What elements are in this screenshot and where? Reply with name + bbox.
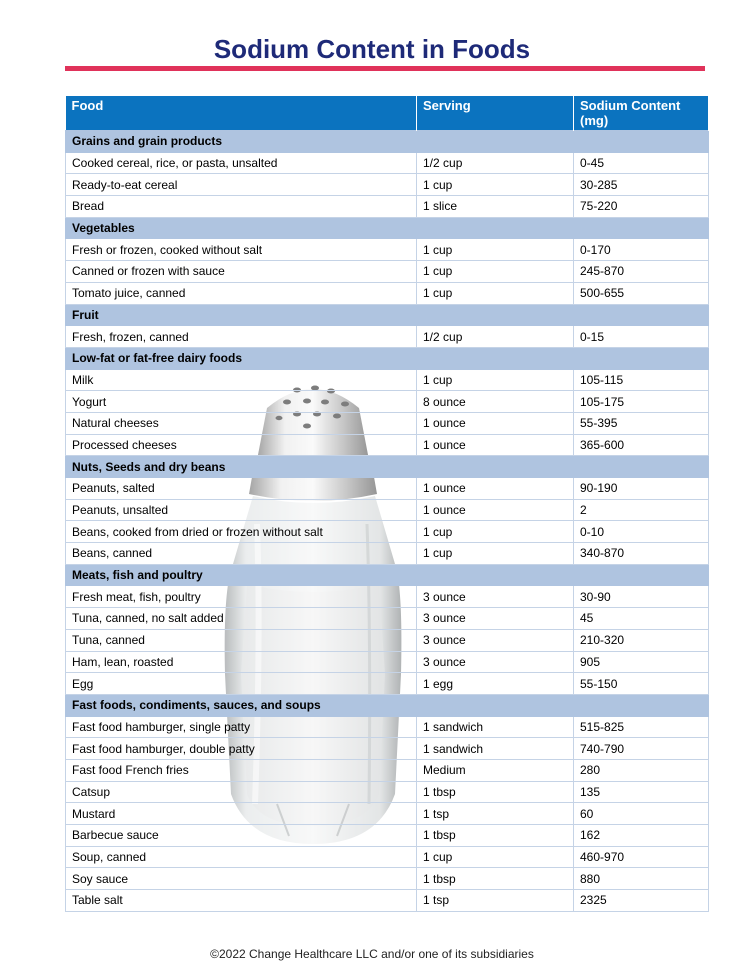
serving-cell: Medium [417,759,574,781]
food-cell: Yogurt [66,391,417,413]
sodium-cell: 2 [574,499,709,521]
table-header-row [66,96,709,131]
title-divider [65,66,705,71]
sodium-cell: 905 [574,651,709,673]
sodium-cell: 210-320 [574,629,709,651]
food-cell: Tuna, canned, no salt added [66,608,417,630]
food-cell: Peanuts, salted [66,478,417,500]
table-row [66,759,709,781]
serving-cell: 1 cup [417,521,574,543]
sodium-cell: 55-150 [574,673,709,695]
sodium-cell: 0-45 [574,152,709,174]
serving-cell: 1 ounce [417,499,574,521]
table-row [66,608,709,630]
category-row [66,304,709,326]
table-row [66,282,709,304]
sodium-cell: 60 [574,803,709,825]
food-cell: Fast food French fries [66,759,417,781]
category-row [66,217,709,239]
category-row [66,456,709,478]
header-serving: Serving [417,96,574,131]
table-row [66,673,709,695]
table-row [66,434,709,456]
food-cell: Fast food hamburger, single patty [66,716,417,738]
sodium-cell: 880 [574,868,709,890]
table-row [66,499,709,521]
food-cell: Table salt [66,890,417,912]
sodium-cell: 90-190 [574,478,709,500]
sodium-cell: 75-220 [574,196,709,218]
category-row [66,347,709,369]
category-label: Fruit [66,304,709,326]
table-row [66,521,709,543]
table-row [66,391,709,413]
food-cell: Processed cheeses [66,434,417,456]
table-row [66,174,709,196]
sodium-cell: 55-395 [574,412,709,434]
sodium-cell: 365-600 [574,434,709,456]
food-cell: Egg [66,673,417,695]
serving-cell: 1 cup [417,369,574,391]
category-label: Meats, fish and poultry [66,564,709,586]
table-row [66,716,709,738]
food-cell: Cooked cereal, rice, or pasta, unsalted [66,152,417,174]
food-cell: Milk [66,369,417,391]
table-row [66,781,709,803]
food-cell: Fresh or frozen, cooked without salt [66,239,417,261]
serving-cell: 1 ounce [417,412,574,434]
table-row [66,543,709,565]
serving-cell: 1 cup [417,174,574,196]
sodium-cell: 30-285 [574,174,709,196]
serving-cell: 1 sandwich [417,738,574,760]
serving-cell: 1 tbsp [417,781,574,803]
serving-cell: 3 ounce [417,608,574,630]
sodium-cell: 30-90 [574,586,709,608]
food-cell: Peanuts, unsalted [66,499,417,521]
serving-cell: 3 ounce [417,629,574,651]
sodium-cell: 460-970 [574,846,709,868]
food-cell: Barbecue sauce [66,825,417,847]
serving-cell: 1 egg [417,673,574,695]
serving-cell: 1 ounce [417,434,574,456]
sodium-cell: 45 [574,608,709,630]
serving-cell: 1 tbsp [417,868,574,890]
sodium-cell: 162 [574,825,709,847]
table-row [66,586,709,608]
food-cell: Ready-to-eat cereal [66,174,417,196]
table-row [66,261,709,283]
food-cell: Mustard [66,803,417,825]
sodium-cell: 105-175 [574,391,709,413]
sodium-cell: 0-170 [574,239,709,261]
sodium-cell: 105-115 [574,369,709,391]
food-cell: Tomato juice, canned [66,282,417,304]
table-row [66,239,709,261]
sodium-cell: 340-870 [574,543,709,565]
table-row [66,326,709,348]
serving-cell: 1 tsp [417,890,574,912]
category-row [66,694,709,716]
sodium-cell: 500-655 [574,282,709,304]
serving-cell: 1 tsp [417,803,574,825]
serving-cell: 8 ounce [417,391,574,413]
category-label: Grains and grain products [66,131,709,153]
food-cell: Soup, canned [66,846,417,868]
serving-cell: 1 sandwich [417,716,574,738]
sodium-cell: 135 [574,781,709,803]
table-row [66,651,709,673]
table-row [66,738,709,760]
serving-cell: 1/2 cup [417,152,574,174]
serving-cell: 1 cup [417,282,574,304]
table-row [66,803,709,825]
category-row [66,131,709,153]
category-label: Vegetables [66,217,709,239]
food-cell: Natural cheeses [66,412,417,434]
sodium-cell: 740-790 [574,738,709,760]
header-sodium: Sodium Content (mg) [574,96,709,131]
sodium-cell: 280 [574,759,709,781]
serving-cell: 1/2 cup [417,326,574,348]
category-label: Low-fat or fat-free dairy foods [66,347,709,369]
category-label: Fast foods, condiments, sauces, and soups [66,694,709,716]
sodium-cell: 515-825 [574,716,709,738]
food-cell: Beans, cooked from dried or frozen without salt [66,521,417,543]
food-cell: Catsup [66,781,417,803]
table-row [66,196,709,218]
table-row [66,868,709,890]
serving-cell: 3 ounce [417,651,574,673]
page-title: Sodium Content in Foods [213,34,531,64]
sodium-cell: 2325 [574,890,709,912]
food-cell: Soy sauce [66,868,417,890]
food-cell: Fresh, frozen, canned [66,326,417,348]
food-cell: Bread [66,196,417,218]
table-row [66,412,709,434]
serving-cell: 1 cup [417,543,574,565]
category-label: Nuts, Seeds and dry beans [66,456,709,478]
table-row [66,825,709,847]
serving-cell: 1 cup [417,846,574,868]
food-cell: Fast food hamburger, double patty [66,738,417,760]
sodium-table [65,96,709,912]
serving-cell: 3 ounce [417,586,574,608]
table-row [66,152,709,174]
sodium-cell: 0-15 [574,326,709,348]
table-row [66,629,709,651]
food-cell: Beans, canned [66,543,417,565]
serving-cell: 1 cup [417,239,574,261]
food-cell: Ham, lean, roasted [66,651,417,673]
serving-cell: 1 tbsp [417,825,574,847]
food-cell: Tuna, canned [66,629,417,651]
table-row [66,369,709,391]
serving-cell: 1 cup [417,261,574,283]
category-row [66,564,709,586]
food-cell: Fresh meat, fish, poultry [66,586,417,608]
sodium-cell: 0-10 [574,521,709,543]
sodium-cell: 245-870 [574,261,709,283]
table-row [66,890,709,912]
table-row [66,846,709,868]
header-food: Food [66,96,417,131]
table-row [66,478,709,500]
serving-cell: 1 slice [417,196,574,218]
copyright-footer: ©2022 Change Healthcare LLC and/or one of its subsidiaries [210,947,534,961]
food-cell: Canned or frozen with sauce [66,261,417,283]
serving-cell: 1 ounce [417,478,574,500]
